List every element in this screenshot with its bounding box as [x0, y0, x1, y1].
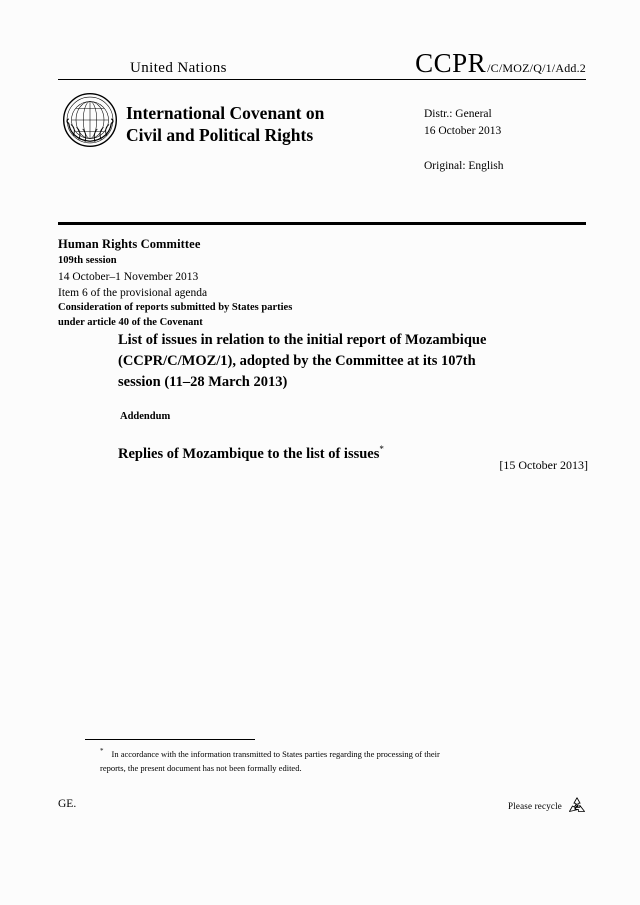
un-emblem-icon [62, 92, 118, 148]
covenant-title-line2: Civil and Political Rights [126, 125, 314, 146]
original-language: Original: English [424, 159, 504, 172]
page-title-line1: List of issues in relation to the initial report of Mozambique [118, 332, 487, 348]
addendum-label: Addendum [120, 411, 171, 423]
main-title-block [118, 330, 588, 472]
footnote-line-2: reports, the present document has not been formally edited. [100, 762, 302, 773]
footnote-separator [85, 739, 255, 740]
page-title-line2: (CCPR/C/MOZ/1), adopted by the Committee at its 107th [118, 353, 476, 370]
footnote-line-1 [100, 746, 520, 761]
document-symbol-suffix: /C/MOZ/Q/1/Add.2 [487, 61, 586, 75]
section-divider [58, 222, 586, 225]
footnote-text-line1: In accordance with the information transmitted to States parties regarding the processing of their [111, 748, 440, 759]
masthead-body [58, 80, 586, 180]
document-date: 16 October 2013 [424, 125, 502, 138]
masthead-top-row [58, 50, 586, 79]
distribution-block [424, 106, 504, 175]
job-number: GE. [58, 798, 77, 810]
document-symbol-main: CCPR [415, 48, 487, 78]
consideration-line-1: Consideration of reports submitted by States parties [58, 302, 293, 314]
document-symbol [415, 50, 586, 77]
committee-dates: 14 October–1 November 2013 [58, 270, 199, 283]
footnote-marker: * [100, 747, 104, 755]
recycle-notice [508, 795, 588, 817]
page-title-line3: session (11–28 March 2013) [118, 374, 288, 391]
recycle-icon [566, 795, 588, 817]
distribution-type: Distr.: General [424, 108, 492, 120]
replies-footnote-marker: * [379, 444, 384, 455]
submission-date: [15 October 2013] [499, 458, 588, 472]
page-title [118, 330, 588, 393]
masthead [58, 50, 586, 180]
covenant-title-line1: International Covenant on [126, 103, 325, 123]
committee-name: Human Rights Committee [58, 237, 201, 251]
consideration-line-2: under article 40 of the Covenant [58, 317, 203, 329]
organization-name: United Nations [130, 60, 227, 76]
agenda-item: Item 6 of the provisional agenda [58, 286, 208, 299]
committee-block [58, 236, 586, 331]
covenant-title [126, 102, 324, 147]
recycle-text: Please recycle [507, 801, 562, 811]
committee-session: 109th session [58, 254, 117, 266]
replies-title-text: Replies of Mozambique to the list of issues [118, 445, 380, 462]
footnote [100, 746, 520, 775]
